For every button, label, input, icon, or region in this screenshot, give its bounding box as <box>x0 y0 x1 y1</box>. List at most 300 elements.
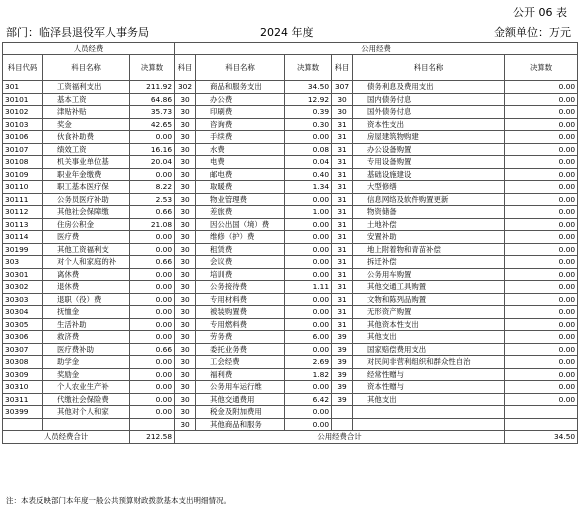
public-name-cell: 取暖费 <box>196 181 285 194</box>
table-row <box>3 93 578 106</box>
capital-value-cell <box>505 406 578 419</box>
public-subject-cell: 30 <box>175 218 196 231</box>
capital-subject-cell <box>332 406 353 419</box>
capital-value-cell: 0.00 <box>505 356 578 369</box>
capital-name-cell: 房屋建筑物购建 <box>353 131 505 144</box>
capital-value-cell: 0.00 <box>505 143 578 156</box>
public-subject-cell: 30 <box>175 156 196 169</box>
public-subject-cell: 30 <box>175 231 196 244</box>
personnel-code-cell: 30109 <box>3 168 43 181</box>
public-name-cell: 差旅费 <box>196 206 285 219</box>
personnel-value-cell: 35.73 <box>130 106 175 119</box>
capital-value-cell: 0.00 <box>505 206 578 219</box>
capital-value-cell: 0.00 <box>505 218 578 231</box>
capital-subject-cell: 31 <box>332 156 353 169</box>
personnel-code-cell: 303 <box>3 256 43 269</box>
personnel-value-cell: 0.66 <box>130 343 175 356</box>
capital-subject-cell: 31 <box>332 131 353 144</box>
personnel-value-cell: 0.00 <box>130 168 175 181</box>
capital-value-cell: 0.00 <box>505 343 578 356</box>
public-value-cell: 0.00 <box>285 418 332 431</box>
public-value-cell: 1.34 <box>285 181 332 194</box>
table-row <box>3 318 578 331</box>
personnel-value-cell: 20.04 <box>130 156 175 169</box>
public-name-cell: 水费 <box>196 143 285 156</box>
public-value-cell: 6.00 <box>285 331 332 344</box>
capital-name-cell <box>353 418 505 431</box>
personnel-name-cell: 对个人和家庭的补 <box>43 256 130 269</box>
expenditure-table <box>2 42 578 444</box>
public-value-cell: 1.00 <box>285 206 332 219</box>
report-header <box>2 24 577 40</box>
unit-label: 金额单位：万元 <box>494 26 571 39</box>
public-subject-cell: 30 <box>175 268 196 281</box>
capital-value-cell: 0.00 <box>505 106 578 119</box>
personnel-value-cell: 21.08 <box>130 218 175 231</box>
capital-subject-cell: 31 <box>332 218 353 231</box>
personnel-name-cell: 奖励金 <box>43 368 130 381</box>
table-row <box>3 243 578 256</box>
personnel-code-cell: 30114 <box>3 231 43 244</box>
capital-value-cell: 0.00 <box>505 231 578 244</box>
personnel-value-cell: 0.00 <box>130 393 175 406</box>
capital-name-cell: 资本性支出 <box>353 118 505 131</box>
header-budget: 决算数 <box>130 55 175 81</box>
capital-value-cell: 0.00 <box>505 281 578 294</box>
form-number: 公开 06 表 <box>513 6 567 19</box>
public-value-cell: 0.00 <box>285 343 332 356</box>
capital-subject-cell: 31 <box>332 206 353 219</box>
public-name-cell: 办公费 <box>196 93 285 106</box>
public-value-cell: 0.00 <box>285 243 332 256</box>
personnel-code-cell: 30111 <box>3 193 43 206</box>
public-name-cell: 邮电费 <box>196 168 285 181</box>
public-subject-cell: 30 <box>175 406 196 419</box>
public-subject-cell: 30 <box>175 331 196 344</box>
public-name-cell: 被装购置费 <box>196 306 285 319</box>
personnel-name-cell: 奖金 <box>43 118 130 131</box>
personnel-name-cell: 工资福利支出 <box>43 81 130 94</box>
public-subject-cell: 30 <box>175 318 196 331</box>
public-name-cell: 专用材料费 <box>196 293 285 306</box>
public-value-cell: 0.30 <box>285 118 332 131</box>
section-header-row <box>3 43 578 55</box>
personnel-code-cell: 30307 <box>3 343 43 356</box>
personnel-name-cell: 生活补助 <box>43 318 130 331</box>
capital-name-cell: 资本性赠与 <box>353 381 505 394</box>
personnel-code-cell: 301 <box>3 81 43 94</box>
capital-name-cell: 其他支出 <box>353 393 505 406</box>
header-subject: 科目 <box>332 55 353 81</box>
public-value-cell: 34.50 <box>285 81 332 94</box>
personnel-total-value: 212.58 <box>130 431 175 444</box>
public-name-cell: 电费 <box>196 156 285 169</box>
table-row <box>3 406 578 419</box>
public-subject-cell: 30 <box>175 118 196 131</box>
public-subject-cell: 30 <box>175 293 196 306</box>
column-header-row <box>3 55 578 81</box>
capital-name-cell: 专用设备购置 <box>353 156 505 169</box>
personnel-name-cell: 其他社会保障缴 <box>43 206 130 219</box>
personnel-name-cell: 退职（役）费 <box>43 293 130 306</box>
capital-name-cell: 大型修缮 <box>353 181 505 194</box>
public-value-cell: 0.00 <box>285 406 332 419</box>
personnel-code-cell: 30103 <box>3 118 43 131</box>
table-row <box>3 218 578 231</box>
capital-name-cell: 拆迁补偿 <box>353 256 505 269</box>
capital-value-cell: 0.00 <box>505 193 578 206</box>
capital-value-cell: 0.00 <box>505 306 578 319</box>
table-row <box>3 368 578 381</box>
public-name-cell: 公务接待费 <box>196 281 285 294</box>
public-value-cell: 2.69 <box>285 356 332 369</box>
public-value-cell: 0.00 <box>285 381 332 394</box>
personnel-code-cell: 30399 <box>3 406 43 419</box>
public-name-cell: 租赁费 <box>196 243 285 256</box>
personnel-code-cell: 30199 <box>3 243 43 256</box>
header-name: 科目名称 <box>196 55 285 81</box>
table-row <box>3 418 578 431</box>
public-name-cell: 维修（护）费 <box>196 231 285 244</box>
public-name-cell: 因公出国（境）费 <box>196 218 285 231</box>
capital-subject-cell: 31 <box>332 168 353 181</box>
capital-name-cell: 债务利息及费用支出 <box>353 81 505 94</box>
capital-value-cell: 0.00 <box>505 293 578 306</box>
capital-name-cell: 国外债务付息 <box>353 106 505 119</box>
capital-subject-cell: 31 <box>332 143 353 156</box>
capital-value-cell: 0.00 <box>505 156 578 169</box>
capital-subject-cell: 39 <box>332 356 353 369</box>
capital-value-cell <box>505 418 578 431</box>
section-personnel: 人员经费 <box>3 43 175 55</box>
capital-name-cell: 地上附着物和青苗补偿 <box>353 243 505 256</box>
personnel-value-cell: 0.00 <box>130 268 175 281</box>
public-value-cell: 0.00 <box>285 193 332 206</box>
public-subject-cell: 30 <box>175 243 196 256</box>
personnel-name-cell: 职业年金缴费 <box>43 168 130 181</box>
table-row <box>3 393 578 406</box>
public-subject-cell: 30 <box>175 206 196 219</box>
public-value-cell: 0.40 <box>285 168 332 181</box>
capital-value-cell: 0.00 <box>505 118 578 131</box>
public-name-cell: 物业管理费 <box>196 193 285 206</box>
personnel-code-cell: 30108 <box>3 156 43 169</box>
personnel-value-cell: 8.22 <box>130 181 175 194</box>
personnel-name-cell: 公务员医疗补助 <box>43 193 130 206</box>
header-budget: 决算数 <box>505 55 578 81</box>
personnel-code-cell: 30301 <box>3 268 43 281</box>
public-subject-cell: 30 <box>175 131 196 144</box>
public-total-label: 公用经费合计 <box>175 431 505 444</box>
table-row <box>3 106 578 119</box>
table-row <box>3 193 578 206</box>
capital-subject-cell: 39 <box>332 368 353 381</box>
personnel-code-cell: 30101 <box>3 93 43 106</box>
personnel-name-cell: 离休费 <box>43 268 130 281</box>
public-value-cell: 1.11 <box>285 281 332 294</box>
capital-name-cell: 其他交通工具购置 <box>353 281 505 294</box>
capital-name-cell: 公务用车购置 <box>353 268 505 281</box>
personnel-code-cell: 30106 <box>3 131 43 144</box>
personnel-value-cell: 0.00 <box>130 131 175 144</box>
public-name-cell: 其他交通费用 <box>196 393 285 406</box>
public-subject-cell: 30 <box>175 168 196 181</box>
capital-subject-cell: 39 <box>332 331 353 344</box>
capital-name-cell: 无形资产购置 <box>353 306 505 319</box>
table-row <box>3 381 578 394</box>
personnel-name-cell: 机关事业单位基 <box>43 156 130 169</box>
personnel-name-cell: 个人农业生产补 <box>43 381 130 394</box>
personnel-value-cell: 2.53 <box>130 193 175 206</box>
public-subject-cell: 30 <box>175 356 196 369</box>
table-row <box>3 293 578 306</box>
table-row <box>3 343 578 356</box>
capital-name-cell: 国内债务付息 <box>353 93 505 106</box>
public-name-cell: 手续费 <box>196 131 285 144</box>
capital-subject-cell: 39 <box>332 393 353 406</box>
capital-value-cell: 0.00 <box>505 393 578 406</box>
personnel-name-cell: 绩效工资 <box>43 143 130 156</box>
public-subject-cell: 30 <box>175 281 196 294</box>
footnote: 注：本表反映部门本年度一般公共预算财政拨款基本支出明细情况。 <box>6 496 231 505</box>
capital-subject-cell: 31 <box>332 193 353 206</box>
personnel-value-cell: 0.00 <box>130 381 175 394</box>
capital-subject-cell: 31 <box>332 293 353 306</box>
table-row <box>3 143 578 156</box>
public-name-cell: 其他商品和服务 <box>196 418 285 431</box>
public-value-cell: 0.08 <box>285 143 332 156</box>
table-row <box>3 206 578 219</box>
public-subject-cell: 30 <box>175 418 196 431</box>
capital-value-cell: 0.00 <box>505 168 578 181</box>
capital-name-cell: 安置补助 <box>353 231 505 244</box>
personnel-value-cell: 64.86 <box>130 93 175 106</box>
public-subject-cell: 30 <box>175 106 196 119</box>
public-subject-cell: 30 <box>175 181 196 194</box>
personnel-value-cell: 0.00 <box>130 293 175 306</box>
capital-subject-cell: 39 <box>332 381 353 394</box>
capital-value-cell: 0.00 <box>505 131 578 144</box>
personnel-value-cell: 0.66 <box>130 206 175 219</box>
capital-value-cell: 0.00 <box>505 268 578 281</box>
section-public: 公用经费 <box>175 43 578 55</box>
personnel-name-cell: 抚恤金 <box>43 306 130 319</box>
personnel-value-cell: 0.00 <box>130 306 175 319</box>
capital-name-cell: 对民间非营利组织和群众性自治 <box>353 356 505 369</box>
personnel-name-cell: 伙食补助费 <box>43 131 130 144</box>
capital-subject-cell: 31 <box>332 243 353 256</box>
personnel-name-cell: 其他工资福利支 <box>43 243 130 256</box>
personnel-name-cell: 助学金 <box>43 356 130 369</box>
personnel-code-cell <box>3 418 43 431</box>
capital-subject-cell: 31 <box>332 318 353 331</box>
public-subject-cell: 302 <box>175 81 196 94</box>
capital-subject-cell: 30 <box>332 106 353 119</box>
personnel-value-cell: 0.00 <box>130 406 175 419</box>
personnel-value-cell: 42.65 <box>130 118 175 131</box>
table-row <box>3 306 578 319</box>
public-value-cell: 0.00 <box>285 306 332 319</box>
public-name-cell: 劳务费 <box>196 331 285 344</box>
personnel-code-cell: 30303 <box>3 293 43 306</box>
public-subject-cell: 30 <box>175 343 196 356</box>
personnel-name-cell: 津贴补贴 <box>43 106 130 119</box>
public-value-cell: 0.00 <box>285 131 332 144</box>
public-name-cell: 专用燃料费 <box>196 318 285 331</box>
personnel-name-cell: 基本工资 <box>43 93 130 106</box>
capital-name-cell: 信息网络及软件购置更新 <box>353 193 505 206</box>
capital-name-cell <box>353 406 505 419</box>
personnel-code-cell: 30112 <box>3 206 43 219</box>
personnel-name-cell <box>43 418 130 431</box>
capital-value-cell: 0.00 <box>505 318 578 331</box>
public-subject-cell: 30 <box>175 93 196 106</box>
personnel-code-cell: 30302 <box>3 281 43 294</box>
capital-name-cell: 物资储备 <box>353 206 505 219</box>
capital-subject-cell: 31 <box>332 281 353 294</box>
table-row <box>3 281 578 294</box>
personnel-code-cell: 30102 <box>3 106 43 119</box>
capital-name-cell: 其他资本性支出 <box>353 318 505 331</box>
department-label: 部门：临泽县退役军人事务局 <box>6 26 149 39</box>
personnel-code-cell: 30309 <box>3 368 43 381</box>
public-value-cell: 1.82 <box>285 368 332 381</box>
header-code: 科目代码 <box>3 55 43 81</box>
capital-subject-cell: 31 <box>332 231 353 244</box>
table-body <box>3 81 578 431</box>
public-subject-cell: 30 <box>175 393 196 406</box>
table-row <box>3 181 578 194</box>
personnel-value-cell: 16.16 <box>130 143 175 156</box>
personnel-value-cell: 0.00 <box>130 231 175 244</box>
capital-subject-cell: 31 <box>332 256 353 269</box>
personnel-value-cell: 0.66 <box>130 256 175 269</box>
personnel-value-cell: 0.00 <box>130 318 175 331</box>
table-row <box>3 131 578 144</box>
public-name-cell: 印刷费 <box>196 106 285 119</box>
table-row <box>3 156 578 169</box>
capital-name-cell: 经常性赠与 <box>353 368 505 381</box>
personnel-value-cell <box>130 418 175 431</box>
personnel-code-cell: 30311 <box>3 393 43 406</box>
personnel-total-label: 人员经费合计 <box>3 431 130 444</box>
personnel-name-cell: 代缴社会保险费 <box>43 393 130 406</box>
public-value-cell: 0.00 <box>285 256 332 269</box>
personnel-name-cell: 救济费 <box>43 331 130 344</box>
capital-value-cell: 0.00 <box>505 243 578 256</box>
public-subject-cell: 30 <box>175 193 196 206</box>
public-value-cell: 12.92 <box>285 93 332 106</box>
public-subject-cell: 30 <box>175 368 196 381</box>
table-row <box>3 256 578 269</box>
public-subject-cell: 30 <box>175 256 196 269</box>
personnel-name-cell: 住房公积金 <box>43 218 130 231</box>
table-row <box>3 331 578 344</box>
capital-name-cell: 国家赔偿费用支出 <box>353 343 505 356</box>
capital-value-cell: 0.00 <box>505 93 578 106</box>
table-row <box>3 118 578 131</box>
personnel-code-cell: 30305 <box>3 318 43 331</box>
personnel-value-cell: 0.00 <box>130 368 175 381</box>
public-name-cell: 税金及附加费用 <box>196 406 285 419</box>
public-value-cell: 6.42 <box>285 393 332 406</box>
public-name-cell: 商品和服务支出 <box>196 81 285 94</box>
capital-subject-cell: 31 <box>332 268 353 281</box>
capital-subject-cell: 307 <box>332 81 353 94</box>
capital-name-cell: 土地补偿 <box>353 218 505 231</box>
capital-value-cell: 0.00 <box>505 81 578 94</box>
public-name-cell: 委托业务费 <box>196 343 285 356</box>
totals-row <box>3 431 578 444</box>
personnel-value-cell: 0.00 <box>130 356 175 369</box>
personnel-value-cell: 0.00 <box>130 281 175 294</box>
personnel-value-cell: 0.00 <box>130 243 175 256</box>
public-subject-cell: 30 <box>175 381 196 394</box>
year-label: 2024 年度 <box>260 26 314 39</box>
capital-name-cell: 文物和陈列品购置 <box>353 293 505 306</box>
personnel-code-cell: 30306 <box>3 331 43 344</box>
capital-value-cell: 0.00 <box>505 381 578 394</box>
table-row <box>3 168 578 181</box>
personnel-code-cell: 30304 <box>3 306 43 319</box>
public-value-cell: 0.00 <box>285 268 332 281</box>
capital-name-cell: 其他支出 <box>353 331 505 344</box>
header-name: 科目名称 <box>353 55 505 81</box>
table-row <box>3 268 578 281</box>
personnel-code-cell: 30310 <box>3 381 43 394</box>
table-row <box>3 356 578 369</box>
personnel-name-cell: 职工基本医疗保 <box>43 181 130 194</box>
table-row <box>3 231 578 244</box>
header-name: 科目名称 <box>43 55 130 81</box>
public-value-cell: 0.04 <box>285 156 332 169</box>
capital-subject-cell: 31 <box>332 118 353 131</box>
public-value-cell: 0.00 <box>285 293 332 306</box>
personnel-code-cell: 30110 <box>3 181 43 194</box>
personnel-code-cell: 30107 <box>3 143 43 156</box>
personnel-name-cell: 其他对个人和家 <box>43 406 130 419</box>
capital-subject-cell: 30 <box>332 93 353 106</box>
personnel-value-cell: 0.00 <box>130 331 175 344</box>
public-value-cell: 0.00 <box>285 231 332 244</box>
personnel-code-cell: 30113 <box>3 218 43 231</box>
public-name-cell: 工会经费 <box>196 356 285 369</box>
capital-name-cell: 基础设施建设 <box>353 168 505 181</box>
capital-value-cell: 0.00 <box>505 331 578 344</box>
capital-value-cell: 0.00 <box>505 256 578 269</box>
capital-name-cell: 办公设备购置 <box>353 143 505 156</box>
capital-subject-cell: 39 <box>332 343 353 356</box>
public-name-cell: 会议费 <box>196 256 285 269</box>
public-value-cell: 0.00 <box>285 318 332 331</box>
header-subject: 科目 <box>175 55 196 81</box>
public-name-cell: 培训费 <box>196 268 285 281</box>
public-value-cell: 0.00 <box>285 218 332 231</box>
header-budget: 决算数 <box>285 55 332 81</box>
public-subject-cell: 30 <box>175 143 196 156</box>
public-name-cell: 福利费 <box>196 368 285 381</box>
public-value-cell: 0.39 <box>285 106 332 119</box>
personnel-name-cell: 医疗费补助 <box>43 343 130 356</box>
capital-value-cell: 0.00 <box>505 368 578 381</box>
public-name-cell: 咨询费 <box>196 118 285 131</box>
capital-subject-cell: 31 <box>332 181 353 194</box>
table-row <box>3 81 578 94</box>
personnel-code-cell: 30308 <box>3 356 43 369</box>
personnel-name-cell: 医疗费 <box>43 231 130 244</box>
capital-value-cell: 0.00 <box>505 181 578 194</box>
capital-subject-cell <box>332 418 353 431</box>
